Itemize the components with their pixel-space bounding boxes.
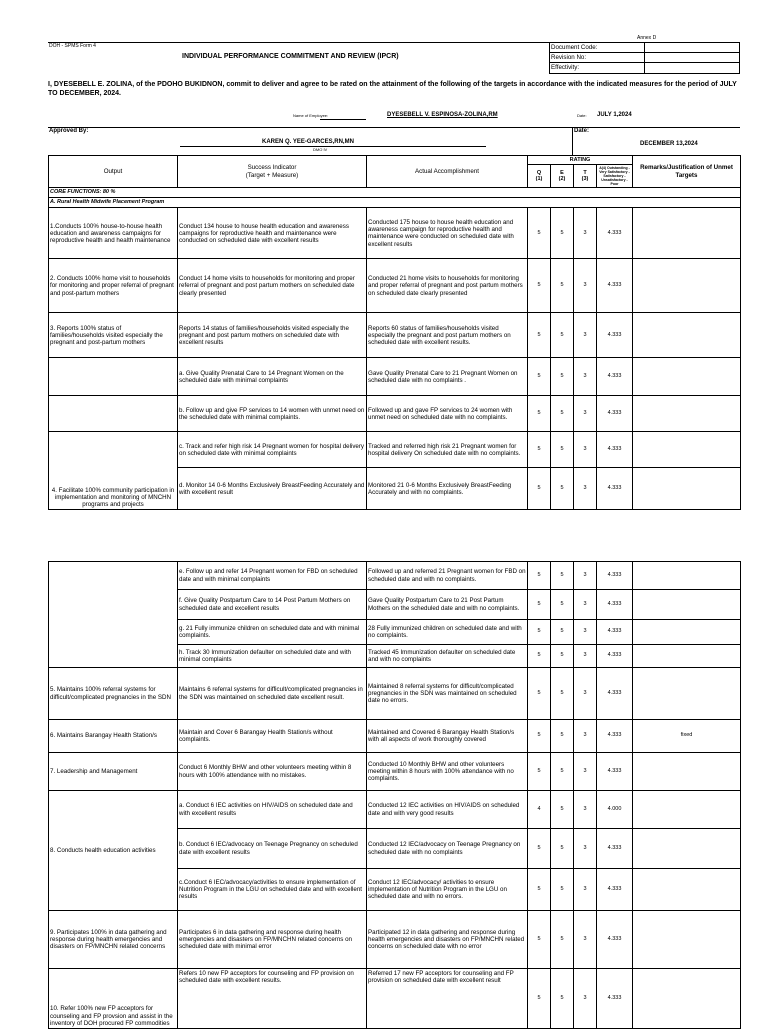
indicator-cell: c.Conduct 6 IEC/advocacy/activities to ensure implementation of Nutrition Program in the LGU on scheduled date and with excellent results (178, 869, 367, 911)
output-cell-10: 10. Refer 100% new FP acceptors for counseling and FP provsion and assist in the inventory of DOH procured FP commodities (49, 969, 178, 1029)
date2-value: DECEMBER 13,2024 (640, 141, 698, 147)
table-row (49, 358, 741, 396)
e-cell: 5 (551, 590, 574, 620)
t-cell: 3 (574, 590, 597, 620)
output-cell (49, 396, 178, 432)
a-cell: 4.333 (597, 259, 633, 313)
a-cell: 4.333 (597, 208, 633, 259)
rating-scale-notes: Outstanding - Very Satisfactory - Satisfactory - Unsatisfactory - Poor (599, 166, 630, 186)
q-cell: 4 (528, 791, 551, 829)
indicator-cell: Reports 14 status of families/households visited especially the pregnant and post partum mothers on scheduled date with excellent results (178, 313, 367, 358)
col-actual-header: Actual Accomplishment (367, 156, 528, 188)
remarks-cell (633, 358, 741, 396)
q-cell: 5 (528, 358, 551, 396)
actual-cell: Tracked 45 Immunization defaulter on scheduled date and with no complaints (367, 645, 528, 668)
approval-divider (572, 127, 573, 155)
remarks-cell (633, 753, 741, 791)
t-cell: 3 (574, 259, 597, 313)
q-cell: 5 (528, 753, 551, 791)
ipcr-table-page-2 (48, 561, 741, 1029)
date-label: Date: (577, 113, 587, 118)
remarks-cell (633, 562, 741, 590)
output-cell-8: 8. Conducts health education activities (49, 791, 178, 911)
a-cell: 4.333 (597, 720, 633, 753)
table-row (49, 396, 741, 432)
section-a-label: A. Rural Health Midwife Placement Program (49, 198, 741, 208)
meta-revision-no: Revision No: (550, 53, 645, 63)
a-cell: 4.333 (597, 911, 633, 969)
indicator-cell: Maintain and Cover 6 Barangay Health Station/s without complaints. (178, 720, 367, 753)
table-row (49, 562, 741, 590)
name-blank-line (320, 119, 366, 120)
t-cell: 3 (574, 969, 597, 1029)
table-row (49, 432, 741, 468)
a-cell: 4.333 (597, 620, 633, 645)
t-cell: 3 (574, 829, 597, 869)
table-row (49, 313, 741, 358)
t-cell: 3 (574, 668, 597, 720)
indicator-cell: b. Follow up and give FP services to 14 women with unmet need on the scheduled date with minimal complaints. (178, 396, 367, 432)
q-cell: 5 (528, 259, 551, 313)
remarks-cell (633, 620, 741, 645)
indicator-cell: f. Give Quality Postpartum Care to 14 Post Partum Mothers on scheduled date and excellent results (178, 590, 367, 620)
e-number: (2) (558, 176, 566, 182)
output-cell: 6. Maintains Barangay Health Station/s (49, 720, 178, 753)
table-row (49, 208, 741, 259)
indicator-header-line1: Success Indicator (247, 164, 297, 172)
a-cell: 4.333 (597, 829, 633, 869)
t-cell: 3 (574, 753, 597, 791)
output-cell (49, 562, 178, 668)
indicator-cell: Conduct 6 Monthly BHW and other volunteers meeting within 8 hours with 100% attendance with no mistakes. (178, 753, 367, 791)
e-cell: 5 (551, 620, 574, 645)
a-cell: 4.333 (597, 432, 633, 468)
e-cell: 5 (551, 562, 574, 590)
t-letter: T (583, 170, 587, 176)
actual-cell: Gave Quality Postpartum Care to 21 Post Partum Mothers on the scheduled date and with no complaints. (367, 590, 528, 620)
output-cell: 7. Leadership and Management (49, 753, 178, 791)
q-cell: 5 (528, 313, 551, 358)
actual-cell: Gave Quality Prenatal Care to 21 Pregnant Women on scheduled date with no complaints . (367, 358, 528, 396)
indicator-cell: Conduct 14 home visits to households for monitoring and proper referral of pregnant and post partum mothers on scheduled date clearly presented (178, 259, 367, 313)
table-row (49, 791, 741, 829)
e-cell: 5 (551, 468, 574, 510)
document-title: INDIVIDUAL PERFORMANCE COMMITMENT AND REVIEW (IPCR) (182, 53, 399, 60)
col-remarks-header: Remarks/Justification of Unmet Targets (633, 156, 741, 188)
q-cell: 5 (528, 668, 551, 720)
q-cell: 5 (528, 468, 551, 510)
a-cell: 4.333 (597, 753, 633, 791)
q-cell: 5 (528, 969, 551, 1029)
indicator-cell: b. Conduct 6 IEC/advocacy on Teenage Pregnancy on scheduled date with excellent results (178, 829, 367, 869)
q-number: (1) (535, 176, 543, 182)
output-cell: 2. Conducts 100% home visit to households for monitoring and proper referral of pregnant and post-partum mothers (49, 259, 178, 313)
e-cell: 5 (551, 668, 574, 720)
e-cell: 5 (551, 791, 574, 829)
e-cell: 5 (551, 259, 574, 313)
col-e-header (551, 165, 574, 188)
t-cell: 3 (574, 620, 597, 645)
actual-cell: Followed up and gave FP services to 24 women with unmet need on scheduled date with no complaints. (367, 396, 528, 432)
a-cell: 4.333 (597, 668, 633, 720)
e-cell: 5 (551, 432, 574, 468)
table-row (49, 668, 741, 720)
e-cell: 5 (551, 396, 574, 432)
output-cell: 5. Maintains 100% referral systems for difficult/complicated pregnancies in the SDN (49, 668, 178, 720)
employee-name: DYESEBELL V. ESPINOSA-ZOLINA,RM (387, 112, 498, 118)
actual-cell: 28 Fully immunized children on scheduled date and with no complaints. (367, 620, 528, 645)
indicator-cell: Conduct 134 house to house health education and awareness campaigns for reproductive health and maintenance were conducted on scheduled date with excellent results (178, 208, 367, 259)
output-cell: 1.Conducts 100% house-to-house health education and awareness campaigns for reproductive health and health maintenance (49, 208, 178, 259)
actual-cell: Participated 12 in data gathering and response during health emergencies and disasters on FP/MNCHN related concerns on scheduled date with no error (367, 911, 528, 969)
output-cell: 3. Reports 100% status of families/households visited especially the pregnant and post-partum mothers (49, 313, 178, 358)
t-cell: 3 (574, 313, 597, 358)
a-number: (4) (601, 166, 607, 170)
t-cell: 3 (574, 562, 597, 590)
q-cell: 5 (528, 829, 551, 869)
t-cell: 3 (574, 720, 597, 753)
col-rating-header: RATING (528, 156, 633, 165)
actual-cell: Referred 17 new FP acceptors for counseling and FP provision on scheduled date with excellent result (367, 969, 528, 1029)
q-cell: 5 (528, 869, 551, 911)
indicator-cell: g. 21 Fully immunize children on scheduled date and with minimal complaints. (178, 620, 367, 645)
indicator-cell: Refers 10 new FP acceptors for counseling and FP provision on scheduled date with excellent results. (178, 969, 367, 1029)
e-cell: 5 (551, 911, 574, 969)
e-cell: 5 (551, 969, 574, 1029)
e-cell: 5 (551, 753, 574, 791)
remarks-cell (633, 396, 741, 432)
core-functions-label: CORE FUNCTIONS: 80 % (49, 188, 741, 198)
actual-cell: Conducted 12 IEC/advocacy on Teenage Pregnancy on scheduled date with no complaints (367, 829, 528, 869)
output-cell: 9. Participates 100% in data gathering and response during health emergencies and disasters on FP/MNCHN related concerns (49, 911, 178, 969)
actual-cell: Maintained and Covered 6 Barangay Health Station/s with all aspects of work thoroughly covered (367, 720, 528, 753)
actual-cell: Monitored 21 0-6 Months Exclusively BreastFeeding Accurately and with no complaints. (367, 468, 528, 510)
a-cell: 4.000 (597, 791, 633, 829)
actual-cell: Maintained 8 referral systems for difficult/complicated pregnancies in the SDN was maintained on scheduled date no errors. (367, 668, 528, 720)
q-cell: 5 (528, 645, 551, 668)
indicator-cell: a. Conduct 6 IEC activities on HIV/AIDS on scheduled date and with excellent results (178, 791, 367, 829)
e-cell: 5 (551, 358, 574, 396)
a-cell: 4.333 (597, 358, 633, 396)
commitment-statement: I, DYESEBELL E. ZOLINA, of the PDOHO BUKIDNON, commit to deliver and agree to be rated on the attainment of the following of the targets in accordance with the indicated measures for the period of JULY TO DECEMBER, 2024. (48, 81, 737, 97)
q-cell: 5 (528, 562, 551, 590)
indicator-header-line2: (Target + Measure) (245, 171, 299, 179)
t-cell: 3 (574, 432, 597, 468)
t-cell: 3 (574, 468, 597, 510)
remarks-cell (633, 668, 741, 720)
t-cell: 3 (574, 358, 597, 396)
remarks-cell (633, 869, 741, 911)
t-cell: 3 (574, 911, 597, 969)
e-cell: 5 (551, 313, 574, 358)
col-q-header (528, 165, 551, 188)
q-cell: 5 (528, 432, 551, 468)
actual-cell: Tracked and referred high risk 21 Pregnant women for hospital delivery On scheduled date with no complaints. (367, 432, 528, 468)
q-cell: 5 (528, 911, 551, 969)
e-cell: 5 (551, 208, 574, 259)
annex-label: Annex D (637, 35, 657, 41)
remarks-cell (633, 911, 741, 969)
e-letter: E (560, 170, 564, 176)
actual-cell: Reports 60 status of families/households visited especially the pregnant and post partum mothers on scheduled date with excellent results. (367, 313, 528, 358)
t-cell: 3 (574, 645, 597, 668)
table-row (49, 911, 741, 969)
ipcr-table-page-1 (48, 155, 741, 510)
a-cell: 4.333 (597, 969, 633, 1029)
indicator-cell: e. Follow up and refer 14 Pregnant women for FBD on scheduled date and with minimal complaints (178, 562, 367, 590)
actual-cell: Conducted 10 Monthly BHW and other volunteers meeting within 8 hours with 100% attendance with no complaints. (367, 753, 528, 791)
q-cell: 5 (528, 720, 551, 753)
form-code: DOH - SPMS Form 4 (49, 43, 96, 49)
remarks-cell (633, 208, 741, 259)
table-row (49, 720, 741, 753)
remarks-cell (633, 432, 741, 468)
remarks-cell (633, 590, 741, 620)
meta-document-code: Document Code: (550, 43, 645, 53)
q-cell: 5 (528, 208, 551, 259)
output-cell (49, 358, 178, 396)
e-cell: 5 (551, 720, 574, 753)
a-cell: 4.333 (597, 396, 633, 432)
t-cell: 3 (574, 791, 597, 829)
approver-title: DMO IV (313, 147, 328, 152)
q-letter: Q (536, 170, 542, 176)
actual-cell: Conducted 12 IEC activities on HIV/AIDS on scheduled date and with very good results (367, 791, 528, 829)
remarks-cell (633, 259, 741, 313)
name-label: Name of Employee: (293, 113, 329, 118)
a-cell: 4.333 (597, 645, 633, 668)
col-t-header (574, 165, 597, 188)
indicator-cell: h. Track 30 Immunization defaulter on scheduled date and with minimal complaints (178, 645, 367, 668)
remarks-cell (633, 313, 741, 358)
remarks-cell (633, 791, 741, 829)
a-cell: 4.333 (597, 869, 633, 911)
remarks-cell (633, 969, 741, 1029)
output-cell-4: 4. Facilitate 100% community participation in implementation and monitoring of MNCHN programs and projects (49, 432, 178, 510)
col-a-header (597, 165, 633, 188)
approver-rule (180, 146, 486, 147)
actual-cell: Conducted 21 home visits to households for monitoring and proper referral of pregnant and post partum mothers on scheduled date clearly presented (367, 259, 528, 313)
a-cell: 4.333 (597, 590, 633, 620)
a-letter: A (599, 166, 602, 170)
q-cell: 5 (528, 620, 551, 645)
e-cell: 5 (551, 869, 574, 911)
document-meta-table (549, 42, 740, 74)
actual-cell: Conducted 175 house to house health education and awareness campaign for reproductive health and maintenance were conducted on scheduled date with excellent results (367, 208, 528, 259)
a-cell: 4.333 (597, 562, 633, 590)
meta-effectivity: Effectivity: (550, 63, 645, 73)
e-cell: 5 (551, 829, 574, 869)
a-cell: 4.333 (597, 313, 633, 358)
col-output-header: Output (49, 156, 178, 188)
remarks-cell (633, 468, 741, 510)
col-indicator-header (178, 156, 367, 188)
t-number: (3) (581, 176, 589, 182)
indicator-cell: Participates 6 in data gathering and response during health emergencies and disasters on FP/MNCHN related concerns on scheduled date with minimal error (178, 911, 367, 969)
q-cell: 5 (528, 590, 551, 620)
e-cell: 5 (551, 645, 574, 668)
remarks-cell: fixed (633, 720, 741, 753)
remarks-cell (633, 829, 741, 869)
actual-cell: Followed up and referred 21 Pregnant women for FBD on scheduled date and with no complaints. (367, 562, 528, 590)
remarks-cell (633, 645, 741, 668)
approver-name: KAREN Q. YEE-GARCES,RN,MN (262, 139, 354, 145)
t-cell: 3 (574, 396, 597, 432)
date-value: JULY 1,2024 (597, 112, 632, 118)
date2-label: Date: (574, 128, 590, 134)
indicator-cell: c. Track and refer high risk 14 Pregnant women for hospital delivery on scheduled date with minimal complaints (178, 432, 367, 468)
indicator-cell: d. Monitor 14 0-6 Months Exclusively BreastFeeding Accurately and with excellent result (178, 468, 367, 510)
table-row (49, 259, 741, 313)
q-cell: 5 (528, 396, 551, 432)
actual-cell: Conduct 12 IEC/advocacy/ activities to ensure implementation of Nutrition Program in the LGU on scheduled date and with no errors. (367, 869, 528, 911)
approved-by-label: Approved By: (49, 128, 89, 134)
t-cell: 3 (574, 208, 597, 259)
table-row (49, 753, 741, 791)
a-cell: 4.333 (597, 468, 633, 510)
table-row (49, 969, 741, 1029)
indicator-cell: a. Give Quality Prenatal Care to 14 Pregnant Women on the scheduled date with minimal complaints (178, 358, 367, 396)
indicator-cell: Maintains 6 referral systems for difficult/complicated pregnancies in the SDN was maintained on scheduled date excellent result. (178, 668, 367, 720)
t-cell: 3 (574, 869, 597, 911)
approval-top-rule (48, 127, 740, 128)
